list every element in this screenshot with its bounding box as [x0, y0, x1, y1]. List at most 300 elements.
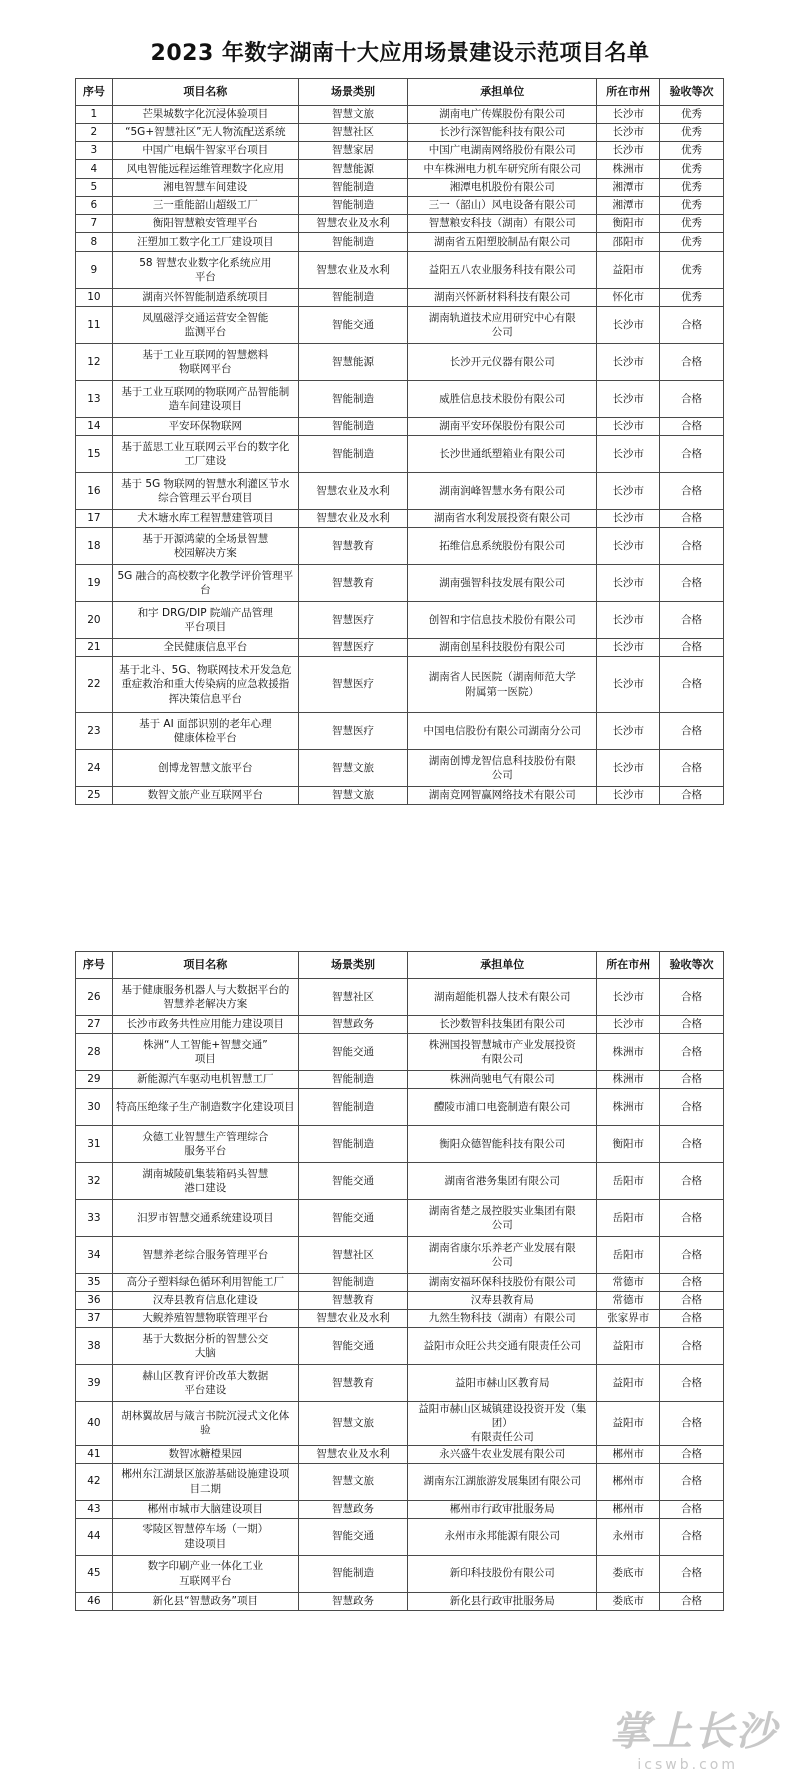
cell-category: 智能制造 [298, 197, 407, 215]
cell-no: 16 [76, 473, 113, 510]
cell-grade: 合格 [660, 510, 724, 528]
watermark-url: icswb.com [637, 1757, 738, 1773]
cell-unit: 湖南东江湖旅游发展集团有限公司 [408, 1463, 597, 1500]
table-row [76, 215, 724, 233]
cell-city: 常德市 [597, 1274, 660, 1292]
cell-grade: 合格 [660, 1237, 724, 1274]
table-row [76, 1592, 724, 1610]
cell-unit: 益阳市众旺公共交通有限责任公司 [408, 1328, 597, 1365]
cell-city: 郴州市 [597, 1463, 660, 1500]
cell-city: 长沙市 [597, 436, 660, 473]
table-row [76, 252, 724, 289]
cell-category: 智慧农业及水利 [298, 473, 407, 510]
cell-name: 基于北斗、5G、物联网技术开发急危 重症救治和重大传染病的应急救援指 挥决策信息平台 [112, 657, 298, 713]
cell-city: 长沙市 [597, 750, 660, 787]
cell-grade: 合格 [660, 1016, 724, 1034]
header-no: 序号 [76, 952, 113, 979]
cell-no: 39 [76, 1365, 113, 1402]
cell-name: 郴州市城市大脑建设项目 [112, 1500, 298, 1518]
cell-no: 31 [76, 1126, 113, 1163]
cell-category: 智慧政务 [298, 1592, 407, 1610]
cell-category: 智慧社区 [298, 979, 407, 1016]
cell-category: 智慧文旅 [298, 787, 407, 805]
table-row [76, 1463, 724, 1500]
cell-grade: 优秀 [660, 124, 724, 142]
cell-unit: 创智和宇信息技术股份有限公司 [408, 602, 597, 639]
cell-name: 数智冰糖橙果园 [112, 1445, 298, 1463]
cell-grade: 优秀 [660, 289, 724, 307]
cell-category: 智能制造 [298, 289, 407, 307]
cell-no: 15 [76, 436, 113, 473]
table-row [76, 1237, 724, 1274]
table-row [76, 1089, 724, 1126]
cell-no: 18 [76, 528, 113, 565]
cell-name: 长沙市政务共性应用能力建设项目 [112, 1016, 298, 1034]
cell-city: 岳阳市 [597, 1200, 660, 1237]
cell-name: 基于 AI 面部识别的老年心理 健康体检平台 [112, 713, 298, 750]
cell-no: 45 [76, 1555, 113, 1592]
cell-city: 娄底市 [597, 1555, 660, 1592]
cell-city: 益阳市 [597, 1402, 660, 1446]
cell-grade: 优秀 [660, 252, 724, 289]
cell-no: 9 [76, 252, 113, 289]
cell-category: 智慧家居 [298, 142, 407, 160]
table-row [76, 1292, 724, 1310]
cell-grade: 合格 [660, 307, 724, 344]
cell-grade: 合格 [660, 1071, 724, 1089]
table-row [76, 418, 724, 436]
header-category: 场景类别 [298, 79, 407, 106]
cell-unit: 拓维信息系统股份有限公司 [408, 528, 597, 565]
cell-no: 7 [76, 215, 113, 233]
cell-no: 42 [76, 1463, 113, 1500]
header-city: 所在市州 [597, 952, 660, 979]
cell-category: 智能制造 [298, 418, 407, 436]
cell-city: 长沙市 [597, 106, 660, 124]
cell-city: 长沙市 [597, 510, 660, 528]
table-row [76, 1500, 724, 1518]
cell-grade: 优秀 [660, 106, 724, 124]
project-table-part-2 [75, 951, 724, 1611]
cell-category: 智能交通 [298, 1034, 407, 1071]
table-row [76, 510, 724, 528]
cell-grade: 优秀 [660, 160, 724, 179]
cell-name: 犬木塘水库工程智慧建管项目 [112, 510, 298, 528]
cell-city: 永州市 [597, 1518, 660, 1555]
cell-unit: 汉寿县教育局 [408, 1292, 597, 1310]
cell-grade: 优秀 [660, 233, 724, 252]
cell-no: 10 [76, 289, 113, 307]
cell-city: 长沙市 [597, 565, 660, 602]
cell-unit: 益阳市赫山区城镇建设投资开发（集团） 有限责任公司 [408, 1402, 597, 1446]
cell-unit: 株洲国投智慧城市产业发展投资 有限公司 [408, 1034, 597, 1071]
cell-category: 智慧医疗 [298, 713, 407, 750]
cell-name: “5G+智慧社区”无人物流配送系统 [112, 124, 298, 142]
table-row [76, 528, 724, 565]
cell-city: 岳阳市 [597, 1237, 660, 1274]
cell-no: 40 [76, 1402, 113, 1446]
table-row [76, 1328, 724, 1365]
cell-category: 智慧农业及水利 [298, 215, 407, 233]
cell-unit: 永州市永邦能源有限公司 [408, 1518, 597, 1555]
cell-name: 风电智能远程运维管理数字化应用 [112, 160, 298, 179]
cell-grade: 合格 [660, 381, 724, 418]
table-row [76, 436, 724, 473]
cell-unit: 湖南兴怀新材料科技有限公司 [408, 289, 597, 307]
cell-unit: 长沙开元仪器有限公司 [408, 344, 597, 381]
cell-unit: 湖南省人民医院（湖南师范大学 附属第一医院） [408, 657, 597, 713]
cell-no: 30 [76, 1089, 113, 1126]
table-row [76, 1310, 724, 1328]
cell-no: 26 [76, 979, 113, 1016]
table-row [76, 381, 724, 418]
cell-unit: 湖南创星科技股份有限公司 [408, 639, 597, 657]
cell-name: 5G 融合的高校数字化教学评价管理平 台 [112, 565, 298, 602]
table-row [76, 106, 724, 124]
cell-category: 智能制造 [298, 1126, 407, 1163]
cell-unit: 湖南省楚之晟控股实业集团有限 公司 [408, 1200, 597, 1237]
cell-no: 46 [76, 1592, 113, 1610]
cell-name: 汪塑加工数字化工厂建设项目 [112, 233, 298, 252]
cell-no: 32 [76, 1163, 113, 1200]
cell-grade: 合格 [660, 1200, 724, 1237]
cell-category: 智能交通 [298, 1200, 407, 1237]
table-row [76, 1402, 724, 1446]
table-row [76, 657, 724, 713]
cell-grade: 合格 [660, 418, 724, 436]
cell-city: 长沙市 [597, 657, 660, 713]
table-row [76, 979, 724, 1016]
table-row [76, 307, 724, 344]
cell-unit: 新印科技股份有限公司 [408, 1555, 597, 1592]
cell-city: 长沙市 [597, 1016, 660, 1034]
cell-city: 株洲市 [597, 160, 660, 179]
table-row [76, 602, 724, 639]
cell-city: 长沙市 [597, 602, 660, 639]
table-header-row [76, 952, 724, 979]
cell-unit: 湖南超能机器人技术有限公司 [408, 979, 597, 1016]
cell-grade: 合格 [660, 787, 724, 805]
table-row [76, 473, 724, 510]
table-row [76, 1274, 724, 1292]
header-category: 场景类别 [298, 952, 407, 979]
cell-city: 衡阳市 [597, 215, 660, 233]
cell-no: 2 [76, 124, 113, 142]
cell-no: 23 [76, 713, 113, 750]
cell-category: 智慧教育 [298, 1292, 407, 1310]
cell-no: 12 [76, 344, 113, 381]
cell-name: 湖南兴怀智能制造系统项目 [112, 289, 298, 307]
cell-grade: 合格 [660, 1500, 724, 1518]
watermark-logo [610, 1700, 778, 1773]
cell-category: 智能制造 [298, 1071, 407, 1089]
cell-category: 智慧能源 [298, 344, 407, 381]
header-name: 项目名称 [112, 952, 298, 979]
cell-unit: 湖南强智科技发展有限公司 [408, 565, 597, 602]
cell-grade: 合格 [660, 639, 724, 657]
cell-no: 25 [76, 787, 113, 805]
project-table-part-1 [75, 78, 724, 805]
cell-name: 株洲“人工智能+智慧交通” 项目 [112, 1034, 298, 1071]
cell-city: 怀化市 [597, 289, 660, 307]
cell-city: 长沙市 [597, 307, 660, 344]
cell-city: 张家界市 [597, 1310, 660, 1328]
cell-name: 汨罗市智慧交通系统建设项目 [112, 1200, 298, 1237]
cell-grade: 合格 [660, 473, 724, 510]
cell-unit: 湖南创博龙智信息科技股份有限 公司 [408, 750, 597, 787]
cell-grade: 合格 [660, 1463, 724, 1500]
table-row [76, 124, 724, 142]
cell-grade: 合格 [660, 344, 724, 381]
cell-name: 新能源汽车驱动电机智慧工厂 [112, 1071, 298, 1089]
table-row [76, 1365, 724, 1402]
cell-no: 43 [76, 1500, 113, 1518]
cell-unit: 湖南省康尔乐养老产业发展有限 公司 [408, 1237, 597, 1274]
table-row [76, 160, 724, 179]
cell-name: 基于开源鸿蒙的全场景智慧 校园解决方案 [112, 528, 298, 565]
cell-no: 27 [76, 1016, 113, 1034]
cell-unit: 中国广电湖南网络股份有限公司 [408, 142, 597, 160]
cell-name: 基于大数据分析的智慧公交 大脑 [112, 1328, 298, 1365]
cell-unit: 永兴盛牛农业发展有限公司 [408, 1445, 597, 1463]
cell-category: 智慧教育 [298, 1365, 407, 1402]
cell-category: 智能交通 [298, 1328, 407, 1365]
header-city: 所在市州 [597, 79, 660, 106]
cell-city: 长沙市 [597, 381, 660, 418]
cell-grade: 合格 [660, 565, 724, 602]
cell-no: 20 [76, 602, 113, 639]
cell-name: 湘电智慧车间建设 [112, 179, 298, 197]
cell-name: 新化县“智慧政务”项目 [112, 1592, 298, 1610]
cell-unit: 威胜信息技术股份有限公司 [408, 381, 597, 418]
cell-no: 33 [76, 1200, 113, 1237]
cell-unit: 长沙数智科技集团有限公司 [408, 1016, 597, 1034]
cell-city: 长沙市 [597, 344, 660, 381]
cell-category: 智能制造 [298, 233, 407, 252]
cell-unit: 中国电信股份有限公司湖南分公司 [408, 713, 597, 750]
cell-name: 零陵区智慧停车场（一期） 建设项目 [112, 1518, 298, 1555]
cell-grade: 合格 [660, 1310, 724, 1328]
cell-category: 智能制造 [298, 381, 407, 418]
cell-city: 长沙市 [597, 124, 660, 142]
cell-category: 智慧教育 [298, 565, 407, 602]
cell-no: 11 [76, 307, 113, 344]
cell-grade: 合格 [660, 1126, 724, 1163]
table-row [76, 179, 724, 197]
cell-category: 智能交通 [298, 1163, 407, 1200]
cell-name: 基于 5G 物联网的智慧水利灌区节水 综合管理云平台项目 [112, 473, 298, 510]
cell-unit: 湖南省水利发展投资有限公司 [408, 510, 597, 528]
cell-no: 1 [76, 106, 113, 124]
cell-city: 常德市 [597, 1292, 660, 1310]
table-row [76, 1200, 724, 1237]
cell-city: 益阳市 [597, 1328, 660, 1365]
cell-no: 13 [76, 381, 113, 418]
cell-category: 智慧文旅 [298, 1463, 407, 1500]
cell-city: 郴州市 [597, 1445, 660, 1463]
table-row [76, 639, 724, 657]
cell-category: 智慧农业及水利 [298, 1445, 407, 1463]
cell-no: 19 [76, 565, 113, 602]
cell-name: 智慧养老综合服务管理平台 [112, 1237, 298, 1274]
cell-grade: 合格 [660, 1402, 724, 1446]
cell-city: 长沙市 [597, 528, 660, 565]
cell-name: 全民健康信息平台 [112, 639, 298, 657]
table-row [76, 1016, 724, 1034]
cell-no: 17 [76, 510, 113, 528]
cell-name: 凤凰磁浮交通运营安全智能 监测平台 [112, 307, 298, 344]
cell-name: 平安环保物联网 [112, 418, 298, 436]
page-title: 2023 年数字湖南十大应用场景建设示范项目名单 [150, 41, 650, 66]
cell-unit: 衡阳众德智能科技有限公司 [408, 1126, 597, 1163]
cell-city: 长沙市 [597, 418, 660, 436]
cell-category: 智慧农业及水利 [298, 1310, 407, 1328]
cell-city: 长沙市 [597, 713, 660, 750]
cell-unit: 益阳市赫山区教育局 [408, 1365, 597, 1402]
cell-name: 基于工业互联网的智慧燃料 物联网平台 [112, 344, 298, 381]
table-row [76, 1555, 724, 1592]
header-unit: 承担单位 [408, 952, 597, 979]
cell-unit: 新化县行政审批服务局 [408, 1592, 597, 1610]
cell-city: 娄底市 [597, 1592, 660, 1610]
cell-no: 8 [76, 233, 113, 252]
cell-unit: 湖南安福环保科技股份有限公司 [408, 1274, 597, 1292]
cell-city: 长沙市 [597, 787, 660, 805]
cell-category: 智能制造 [298, 179, 407, 197]
cell-name: 中国广电蜗牛智家平台项目 [112, 142, 298, 160]
cell-grade: 优秀 [660, 179, 724, 197]
cell-name: 大鲵养殖智慧物联管理平台 [112, 1310, 298, 1328]
cell-grade: 优秀 [660, 197, 724, 215]
cell-category: 智能制造 [298, 436, 407, 473]
table-row [76, 750, 724, 787]
cell-name: 胡林翼故居与箴言书院沉浸式文化体 验 [112, 1402, 298, 1446]
cell-grade: 合格 [660, 979, 724, 1016]
cell-unit: 株洲尚驰电气有限公司 [408, 1071, 597, 1089]
cell-unit: 湖南省五阳塑胶制品有限公司 [408, 233, 597, 252]
cell-category: 智慧社区 [298, 1237, 407, 1274]
cell-no: 29 [76, 1071, 113, 1089]
cell-no: 22 [76, 657, 113, 713]
cell-unit: 湖南轨道技术应用研究中心有限 公司 [408, 307, 597, 344]
cell-name: 芒果城数字化沉浸体验项目 [112, 106, 298, 124]
cell-name: 基于健康服务机器人与大数据平台的 智慧养老解决方案 [112, 979, 298, 1016]
cell-grade: 合格 [660, 1555, 724, 1592]
cell-name: 衡阳智慧粮安管理平台 [112, 215, 298, 233]
cell-no: 21 [76, 639, 113, 657]
cell-unit: 湖南平安环保股份有限公司 [408, 418, 597, 436]
table-row [76, 1518, 724, 1555]
cell-city: 株洲市 [597, 1071, 660, 1089]
cell-unit: 郴州市行政审批服务局 [408, 1500, 597, 1518]
table-row [76, 1071, 724, 1089]
watermark-text: 掌上长沙 [610, 1709, 778, 1755]
table-row [76, 1445, 724, 1463]
cell-name: 基于蓝思工业互联网云平台的数字化 工厂建设 [112, 436, 298, 473]
cell-grade: 优秀 [660, 142, 724, 160]
cell-city: 益阳市 [597, 252, 660, 289]
cell-no: 41 [76, 1445, 113, 1463]
cell-name: 数智文旅产业互联网平台 [112, 787, 298, 805]
cell-category: 智慧社区 [298, 124, 407, 142]
cell-no: 5 [76, 179, 113, 197]
cell-no: 4 [76, 160, 113, 179]
cell-grade: 合格 [660, 1089, 724, 1126]
cell-category: 智慧文旅 [298, 1402, 407, 1446]
cell-unit: 益阳五八农业服务科技有限公司 [408, 252, 597, 289]
cell-unit: 湖南竞网智赢网络技术有限公司 [408, 787, 597, 805]
cell-category: 智能制造 [298, 1274, 407, 1292]
cell-name: 基于工业互联网的物联网产品智能制 造车间建设项目 [112, 381, 298, 418]
cell-unit: 长沙行深智能科技有限公司 [408, 124, 597, 142]
cell-category: 智慧医疗 [298, 657, 407, 713]
cell-name: 和宇 DRG/DIP 院端产品管理 平台项目 [112, 602, 298, 639]
cell-name: 创博龙智慧文旅平台 [112, 750, 298, 787]
cell-no: 44 [76, 1518, 113, 1555]
cell-grade: 合格 [660, 657, 724, 713]
cell-city: 湘潭市 [597, 179, 660, 197]
cell-name: 高分子塑料绿色循环利用智能工厂 [112, 1274, 298, 1292]
cell-category: 智慧能源 [298, 160, 407, 179]
cell-unit: 湖南省港务集团有限公司 [408, 1163, 597, 1200]
cell-no: 28 [76, 1034, 113, 1071]
cell-no: 38 [76, 1328, 113, 1365]
cell-unit: 湘潭电机股份有限公司 [408, 179, 597, 197]
cell-category: 智慧文旅 [298, 106, 407, 124]
cell-grade: 合格 [660, 528, 724, 565]
cell-no: 37 [76, 1310, 113, 1328]
table-row [76, 713, 724, 750]
cell-unit: 九然生物科技（湖南）有限公司 [408, 1310, 597, 1328]
cell-name: 三一重能韶山超级工厂 [112, 197, 298, 215]
cell-grade: 合格 [660, 1518, 724, 1555]
cell-city: 益阳市 [597, 1365, 660, 1402]
cell-no: 3 [76, 142, 113, 160]
header-grade: 验收等次 [660, 952, 724, 979]
cell-name: 数字印刷产业一体化工业 互联网平台 [112, 1555, 298, 1592]
cell-city: 长沙市 [597, 142, 660, 160]
cell-category: 智慧医疗 [298, 602, 407, 639]
header-no: 序号 [76, 79, 113, 106]
cell-grade: 优秀 [660, 215, 724, 233]
cell-grade: 合格 [660, 1034, 724, 1071]
cell-unit: 湖南电广传媒股份有限公司 [408, 106, 597, 124]
cell-grade: 合格 [660, 1292, 724, 1310]
cell-grade: 合格 [660, 1274, 724, 1292]
cell-city: 株洲市 [597, 1034, 660, 1071]
cell-city: 邵阳市 [597, 233, 660, 252]
cell-city: 株洲市 [597, 1089, 660, 1126]
table-row [76, 233, 724, 252]
cell-grade: 合格 [660, 1328, 724, 1365]
cell-city: 长沙市 [597, 473, 660, 510]
cell-grade: 合格 [660, 1592, 724, 1610]
table-row [76, 1163, 724, 1200]
table-header-row [76, 79, 724, 106]
cell-name: 湖南城陵矶集装箱码头智慧 港口建设 [112, 1163, 298, 1200]
header-grade: 验收等次 [660, 79, 724, 106]
cell-category: 智慧农业及水利 [298, 510, 407, 528]
cell-grade: 合格 [660, 602, 724, 639]
cell-city: 长沙市 [597, 979, 660, 1016]
cell-name: 58 智慧农业数字化系统应用 平台 [112, 252, 298, 289]
cell-name: 赫山区教育评价改革大数据 平台建设 [112, 1365, 298, 1402]
cell-no: 24 [76, 750, 113, 787]
cell-city: 岳阳市 [597, 1163, 660, 1200]
cell-grade: 合格 [660, 750, 724, 787]
cell-name: 特高压绝缘子生产制造数字化建设项目 [112, 1089, 298, 1126]
cell-city: 郴州市 [597, 1500, 660, 1518]
